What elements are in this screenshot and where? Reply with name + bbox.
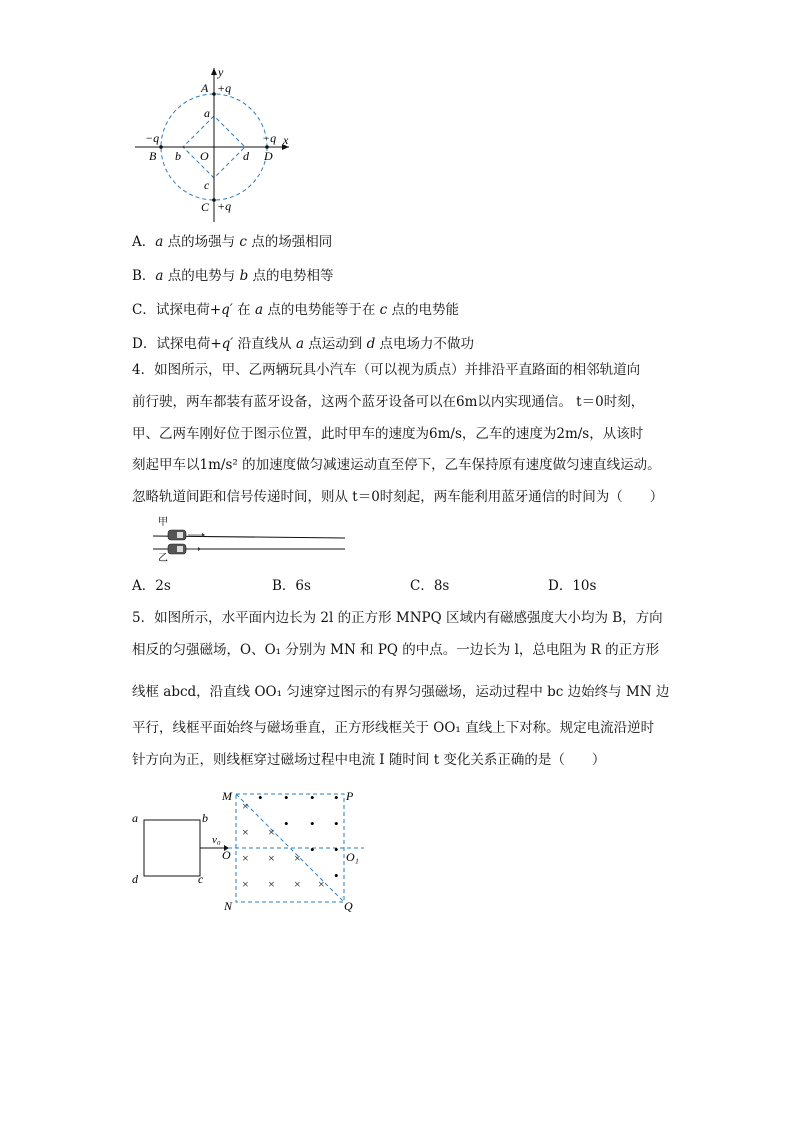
option-prefix: A．	[132, 234, 156, 250]
label-N: N	[224, 899, 233, 913]
label-D: D	[264, 149, 273, 163]
q4-option-a[interactable]: A．2s	[132, 578, 171, 594]
q5-text-line: 相反的匀强磁场，O、O₁ 分别为 MN 和 PQ 的中点。一边长为 l，总电阻为 R 的正方形	[132, 642, 660, 658]
label-c: c	[204, 178, 210, 192]
option-text: 点的场强与	[163, 234, 240, 250]
field-marks	[242, 790, 339, 891]
point-B	[159, 145, 163, 149]
q4-option-b[interactable]: B．6s	[272, 578, 311, 594]
label-x: x	[283, 133, 289, 147]
field-dot-mark: •	[258, 790, 263, 805]
field-dot-mark: •	[334, 816, 339, 831]
label-plus-q-bottom: +q	[217, 199, 232, 213]
option-text: 沿直线从	[233, 336, 296, 352]
field-dot-mark: •	[334, 842, 339, 857]
q4-option-c[interactable]: C．8s	[410, 578, 450, 594]
label-O: O	[222, 848, 231, 862]
field-cross-mark: ×	[242, 851, 249, 865]
label-loop-b: b	[202, 811, 208, 825]
field-dot-mark: •	[334, 790, 339, 805]
loop-abcd	[144, 820, 200, 876]
label-B: B	[149, 149, 157, 163]
point-A	[212, 92, 216, 96]
option-text: 试探电荷+	[156, 336, 222, 352]
label-y: y	[218, 65, 224, 79]
option-text: 点的电势相等	[248, 268, 334, 284]
q4-text-line: 忽略轨道间距和信号传递时间，则从 t＝0时刻起，两车能利用蓝牙通信的时间为（ ）	[132, 489, 664, 505]
q4-text-line: 甲、乙两车刚好位于图示位置，此时甲车的速度为6m/s，乙车的速度为2m/s，从该时	[132, 426, 644, 442]
label-Q: Q	[344, 899, 353, 913]
q3-option-b[interactable]	[132, 266, 334, 286]
option-text: 点运动到	[304, 336, 367, 352]
label-loop-d: d	[132, 872, 138, 886]
q4-text-line: 刻起甲车以1m/s² 的加速度做匀减速运动直至停下，乙车保持原有速度做匀速直线运动。	[132, 457, 661, 473]
field-dot-mark: •	[284, 790, 289, 805]
label-O: O	[200, 149, 209, 163]
q3-option-a[interactable]	[132, 232, 332, 252]
q5-text-line: 线框 abcd，沿直线 OO₁ 匀速穿过图示的有界匀强磁场，运动过程中 bc 边始终与 MN 边	[132, 684, 670, 700]
q5-text-line: 平行，线框平面始终与磁场垂直，正方形线框关于 OO₁ 直线上下对称。规定电流沿逆时	[132, 720, 655, 736]
cars-figure	[150, 514, 350, 564]
option-text: 点的电势与	[163, 268, 240, 284]
option-prefix: C．	[132, 302, 156, 318]
field-cross-mark: ×	[294, 877, 301, 891]
q3-option-c[interactable]	[132, 300, 459, 320]
option-text: 在	[232, 302, 255, 318]
label-plus-q-top: +q	[217, 81, 232, 95]
option-text: 点的场强相同	[246, 234, 333, 250]
label-C: C	[201, 200, 210, 214]
field-cross-mark: ×	[318, 877, 325, 891]
field-cross-mark: ×	[242, 877, 249, 891]
label-d: d	[243, 149, 249, 163]
field-cross-mark: ×	[268, 825, 275, 839]
label-jia: 甲	[158, 517, 168, 528]
option-text: c	[239, 234, 247, 250]
field-dot-mark: •	[310, 842, 315, 857]
label-O1: O₁	[346, 850, 359, 864]
field-cross-mark: ×	[294, 851, 301, 865]
label-a: a	[204, 106, 210, 120]
q5-text-line: 5．如图所示，水平面内边长为 2l 的正方形 MNPQ 区域内有磁感强度大小均为 B，方向	[132, 610, 663, 626]
field-cross-mark: ×	[268, 851, 275, 865]
charge-circle-figure	[133, 62, 303, 222]
option-text: a	[254, 302, 264, 318]
option-text: a	[295, 336, 305, 352]
option-text: a	[155, 234, 164, 250]
option-text: a	[155, 268, 164, 284]
label-loop-a: a	[132, 811, 138, 825]
option-text: 试探电荷+	[155, 302, 222, 318]
option-prefix: B．	[132, 268, 156, 284]
q5-text-line: 针方向为正，则线框穿过磁场过程中电流 I 随时间 t 变化关系正确的是（ ）	[132, 752, 606, 768]
label-P: P	[346, 789, 354, 803]
field-cross-mark: ×	[268, 877, 275, 891]
point-C	[212, 198, 216, 202]
label-v0: v₀	[212, 834, 221, 846]
field-cross-mark: ×	[242, 825, 249, 839]
label-A: A	[201, 81, 209, 95]
label-b: b	[175, 149, 181, 163]
label-M: M	[222, 789, 232, 803]
option-text: 点的电势能	[387, 302, 459, 318]
field-dot-mark: •	[334, 868, 339, 883]
option-text: 点电场力不做功	[375, 336, 475, 352]
label-loop-c: c	[198, 872, 204, 886]
q3-option-d[interactable]	[132, 334, 474, 354]
option-text: q′	[221, 336, 234, 352]
field-dot-mark: •	[284, 816, 289, 831]
option-prefix: D．	[132, 336, 157, 352]
field-dot-mark: •	[310, 816, 315, 831]
label-yi: 乙	[158, 553, 168, 564]
field-cross-mark: ×	[242, 799, 249, 813]
q4-text-line: 前行驶，两车都装有蓝牙设备，这两个蓝牙设备可以在6m以内实现通信。 t＝0时刻，	[132, 394, 645, 410]
option-text: c	[379, 302, 388, 318]
option-text: 点的电势能等于在	[263, 302, 380, 318]
option-text: b	[239, 268, 249, 284]
magnetic-field-figure	[128, 786, 368, 916]
q4-text-line: 4．如图所示，甲、乙两辆玩具小汽车（可以视为质点）并排沿平直路面的相邻轨道向	[132, 362, 641, 378]
option-text: q′	[221, 302, 233, 318]
field-dot-mark: •	[310, 790, 315, 805]
q4-option-d[interactable]: D．10s	[548, 578, 597, 594]
option-text: d	[366, 336, 376, 352]
label-minus-q-left: −q	[145, 131, 160, 145]
label-minus-q-right: −q	[262, 131, 277, 145]
